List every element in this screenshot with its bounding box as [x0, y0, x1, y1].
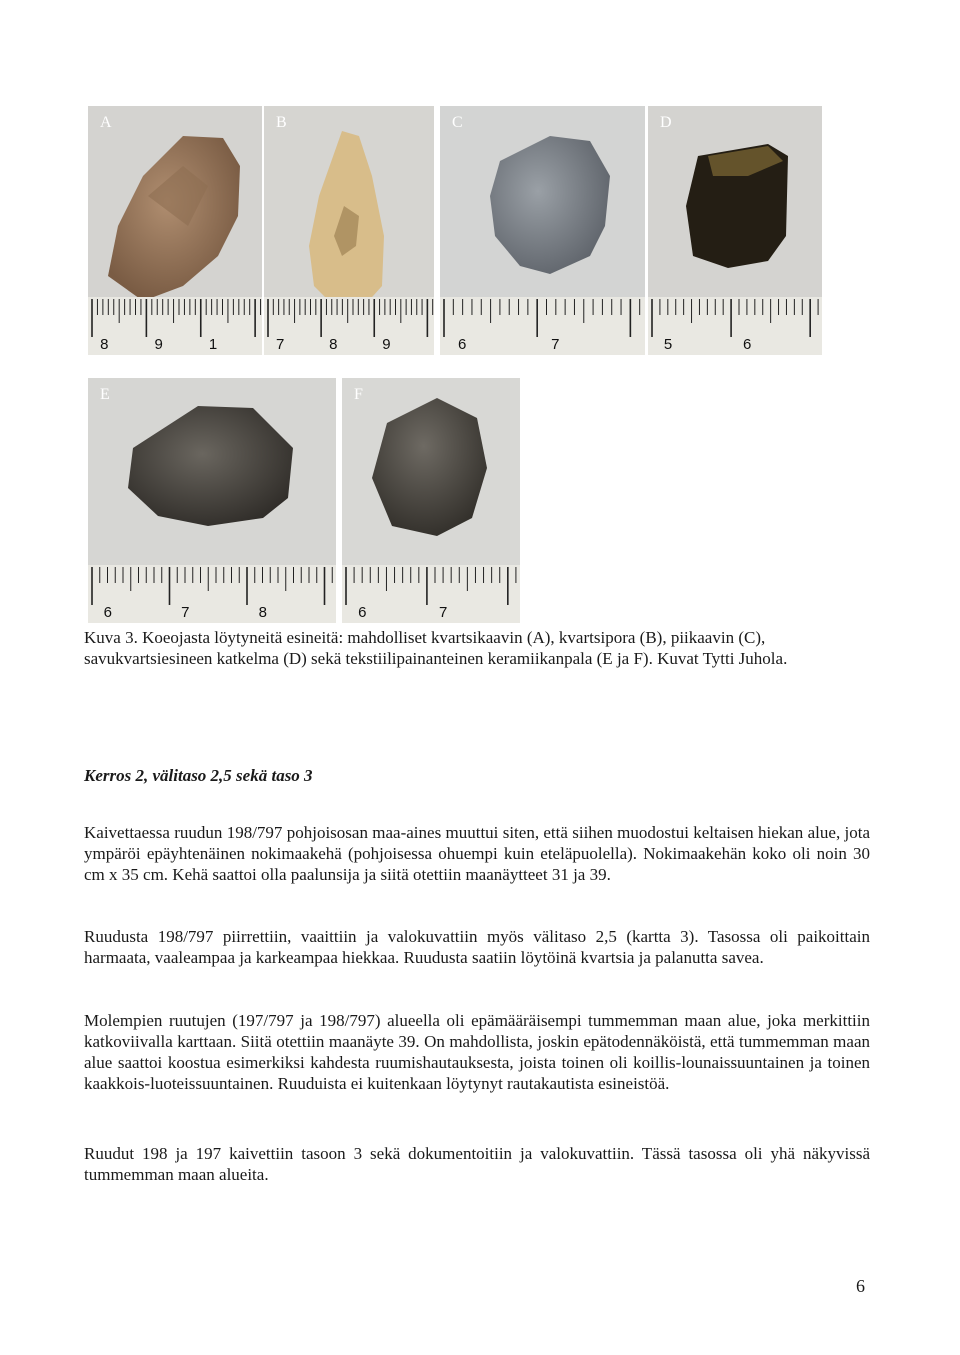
ruler-label: 7: [181, 604, 190, 621]
photo-panel-c: [440, 106, 645, 355]
panel-letter: A: [100, 114, 112, 131]
photo-panel-a: [88, 106, 262, 355]
ruler-label: 7: [439, 604, 448, 621]
panel-letter: C: [452, 114, 463, 131]
page-number: 6: [856, 1276, 865, 1296]
panel-letter: F: [354, 386, 363, 403]
ruler-label: 7: [275, 336, 285, 353]
photo-panel-f: [342, 378, 520, 623]
ruler-label: 8: [329, 336, 338, 353]
ruler-label: 9: [382, 336, 391, 353]
panel-letter: B: [276, 114, 287, 131]
panel-letter: D: [660, 114, 672, 131]
ruler-label: 6: [358, 604, 367, 621]
ruler: [342, 565, 520, 623]
photo-panel-e: [88, 378, 336, 623]
ruler-label: 5: [663, 336, 673, 353]
ruler-label: 8: [258, 604, 267, 621]
ruler-label: 6: [457, 336, 467, 353]
paragraph: Kaivettaessa ruudun 198/797 pohjoisosan maa-aines muuttui siten, että siihen muodostui keltaisen hiekan alue, jota ympäröi epäyhtenäinen nokimaakehä (pohjoisessa ohuempi kuin eteläpuolella). Nokimaakehän koko oli noin 30 cm x 35 cm. Kehä saattoi olla paalunsija ja siitä otettiin maanäytteet 31 ja 39.: [84, 823, 870, 884]
ruler: [88, 565, 336, 623]
figure-caption: Kuva 3. Koeojasta löytyneitä esineitä: mahdolliset kvartsikaavin (A), kvartsipora (B), piikaavin (C), savukvartsiesineen katkelma (D) sekä tekstiilipainanteinen keramiikanpala (E ja F). Kuvat Tytti Juhola.: [84, 628, 788, 668]
photo-panel-d: [648, 106, 822, 355]
ruler-label: 6: [103, 604, 112, 621]
paragraph: Ruudusta 198/797 piirrettiin, vaaittiin ja valokuvattiin myös välitaso 2,5 (kartta 3). Tasossa oli paikoittain harmaata, vaaleampaa ja karkeampaa hiekkaa. Ruudusta saatiin löytöinä kvartsia ja palanutta savea.: [84, 927, 870, 967]
ruler: [440, 297, 645, 355]
ruler-label: 7: [551, 336, 560, 353]
ruler-label: 6: [742, 336, 752, 353]
section-heading: Kerros 2, välitaso 2,5 sekä taso 3: [84, 766, 313, 785]
photo-panel-b: [264, 106, 434, 355]
paragraph: Molempien ruutujen (197/797 ja 198/797) alueella oli epämääräisempi tummemman maan alue, joka merkittiin katkoviivalla karttaan. Siitä otettiin maanäyte 39. On mahdollista, joskin epätodennäköistä, että tummemman maan alue saattoi koostua esimerkiksi kahdesta ruumishautauksesta, joista toinen oli koillis-lounaissuuntainen ja toinen kaakkois-luoteissuuntainen. Ruuduista ei kuitenkaan löytynyt rautakautista esineistöä.: [84, 1011, 870, 1093]
ruler-label: 9: [154, 336, 163, 353]
ruler: [264, 297, 434, 355]
ruler: [648, 297, 822, 355]
ruler-label: 8: [100, 336, 109, 353]
panel-letter: E: [100, 386, 110, 403]
ruler: [88, 297, 262, 355]
ruler-label: 1: [208, 336, 218, 353]
paragraph: Ruudut 198 ja 197 kaivettiin tasoon 3 sekä dokumentoitiin ja valokuvattiin. Tässä tasossa oli yhä näkyvissä tummemman maan alueita.: [84, 1144, 870, 1184]
